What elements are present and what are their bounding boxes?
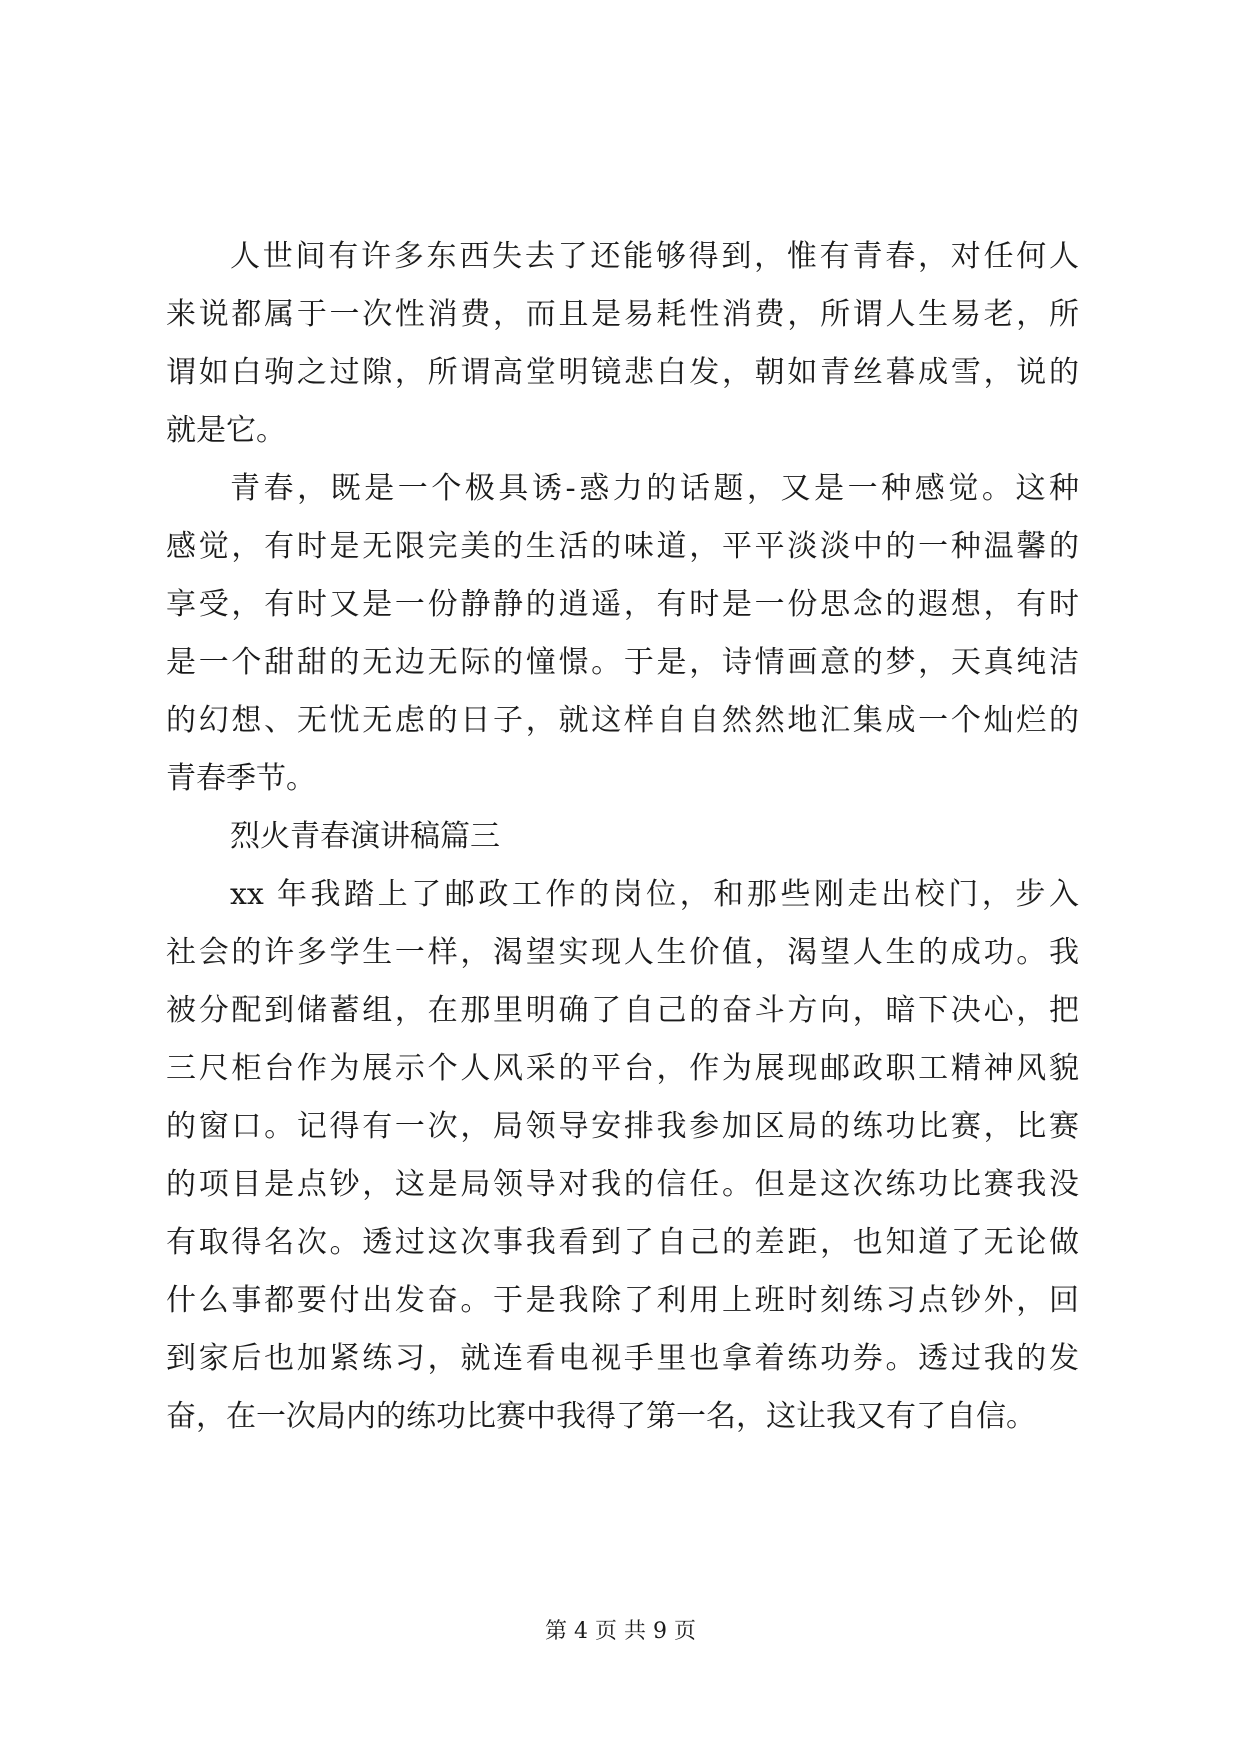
paragraph-line: 人世间有许多东西失去了还能够得到，惟有青春，对任何人 [230, 239, 1079, 274]
paragraph-line: 的项目是点钞，这是局领导对我的信任。但是这次练功比赛我没 [166, 1167, 1079, 1202]
paragraph-line: 谓如白驹之过隙，所谓高堂明镜悲白发，朝如青丝暮成雪，说的 [166, 355, 1079, 390]
paragraph-line: xx 年我踏上了邮政工作的岗位，和那些刚走出校门，步入 [230, 877, 1079, 912]
paragraph-1 [166, 228, 1079, 460]
paragraph-line: 有取得名次。透过这次事我看到了自己的差距，也知道了无论做 [166, 1225, 1079, 1260]
page-number-indicator: 第 4 页 共 9 页 [545, 1619, 696, 1644]
paragraph-line: 来说都属于一次性消费，而且是易耗性消费，所谓人生易老，所 [166, 297, 1079, 332]
paragraph-line: 是一个甜甜的无边无际的憧憬。于是，诗情画意的梦，天真纯洁 [166, 645, 1079, 680]
paragraph-line: 什么事都要付出发奋。于是我除了利用上班时刻练习点钞外，回 [166, 1283, 1079, 1318]
paragraph-line: 的幻想、无忧无虑的日子，就这样自自然然地汇集成一个灿烂的 [166, 703, 1079, 738]
paragraph-line: 到家后也加紧练习，就连看电视手里也拿着练功券。透过我的发 [166, 1341, 1079, 1376]
paragraph-line: 青春季节。 [166, 761, 316, 796]
paragraph-2 [166, 460, 1079, 808]
paragraph-line: 的窗口。记得有一次，局领导安排我参加区局的练功比赛，比赛 [166, 1109, 1079, 1144]
paragraph-line: 就是它。 [166, 413, 286, 448]
paragraph-line: 社会的许多学生一样，渴望实现人生价值，渴望人生的成功。我 [166, 935, 1079, 970]
section-heading: 烈火青春演讲稿篇三 [230, 819, 500, 854]
paragraph-line: 感觉，有时是无限完美的生活的味道，平平淡淡中的一种温馨的 [166, 529, 1079, 564]
paragraph-line: 青春，既是一个极具诱-惑力的话题，又是一种感觉。这种 [230, 471, 1079, 506]
paragraph-line: 奋，在一次局内的练功比赛中我得了第一名，这让我又有了自信。 [166, 1399, 1036, 1434]
document-body [166, 228, 1079, 1446]
paragraph-line: 享受，有时又是一份静静的逍遥，有时是一份思念的遐想，有时 [166, 587, 1079, 622]
paragraph-line: 三尺柜台作为展示个人风采的平台，作为展现邮政职工精神风貌 [166, 1051, 1079, 1086]
paragraph-line: 被分配到储蓄组，在那里明确了自己的奋斗方向，暗下决心，把 [166, 993, 1079, 1028]
paragraph-3 [166, 866, 1079, 1446]
page-footer [0, 1614, 1241, 1645]
